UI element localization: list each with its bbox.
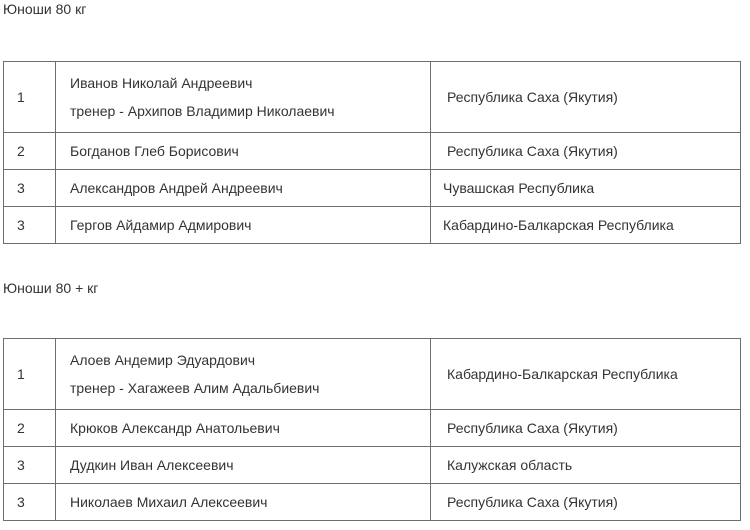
table-row [4,339,741,410]
athlete-name: Гергов Айдамир Адмирович [56,207,431,244]
coach-name: тренер - Архипов Владимир Николаевич [70,103,335,119]
results-table-juniors-80-plus [3,338,741,521]
region-cell: Кабардино-Балкарская Республика [431,339,741,410]
section-title-juniors-80-plus: Юноши 80 + кг [3,280,99,296]
athlete-name: Богданов Глеб Борисович [56,133,431,170]
coach-name: тренер - Хагажеев Алим Адальбиевич [70,380,320,396]
table-row [4,133,741,170]
table-row [4,484,741,521]
place-cell: 2 [4,133,56,170]
results-table-juniors-80 [3,61,741,244]
region-cell: Чувашская Республика [431,170,741,207]
place-cell: 3 [4,447,56,484]
place-cell: 3 [4,207,56,244]
table-row [4,170,741,207]
athlete-name: Иванов Николай Андреевич [70,75,253,91]
region-cell: Кабардино-Балкарская Республика [431,207,741,244]
athlete-name: Александров Андрей Андреевич [56,170,431,207]
place-cell: 2 [4,410,56,447]
region-cell: Республика Саха (Якутия) [431,484,741,521]
table-row [4,447,741,484]
place-cell: 1 [4,339,56,410]
region-cell: Республика Саха (Якутия) [431,410,741,447]
place-cell: 3 [4,484,56,521]
table-row [4,410,741,447]
athlete-cell [56,339,431,410]
table-row [4,207,741,244]
region-cell: Калужская область [431,447,741,484]
athlete-name: Николаев Михаил Алексеевич [56,484,431,521]
athlete-name: Крюков Александр Анатольевич [56,410,431,447]
athlete-name: Алоев Андемир Эдуардович [70,352,256,368]
athlete-name: Дудкин Иван Алексеевич [56,447,431,484]
region-cell: Республика Саха (Якутия) [431,133,741,170]
table-row [4,62,741,133]
place-cell: 1 [4,62,56,133]
athlete-cell [56,62,431,133]
region-cell: Республика Саха (Якутия) [431,62,741,133]
place-cell: 3 [4,170,56,207]
section-title-juniors-80: Юноши 80 кг [3,1,87,17]
